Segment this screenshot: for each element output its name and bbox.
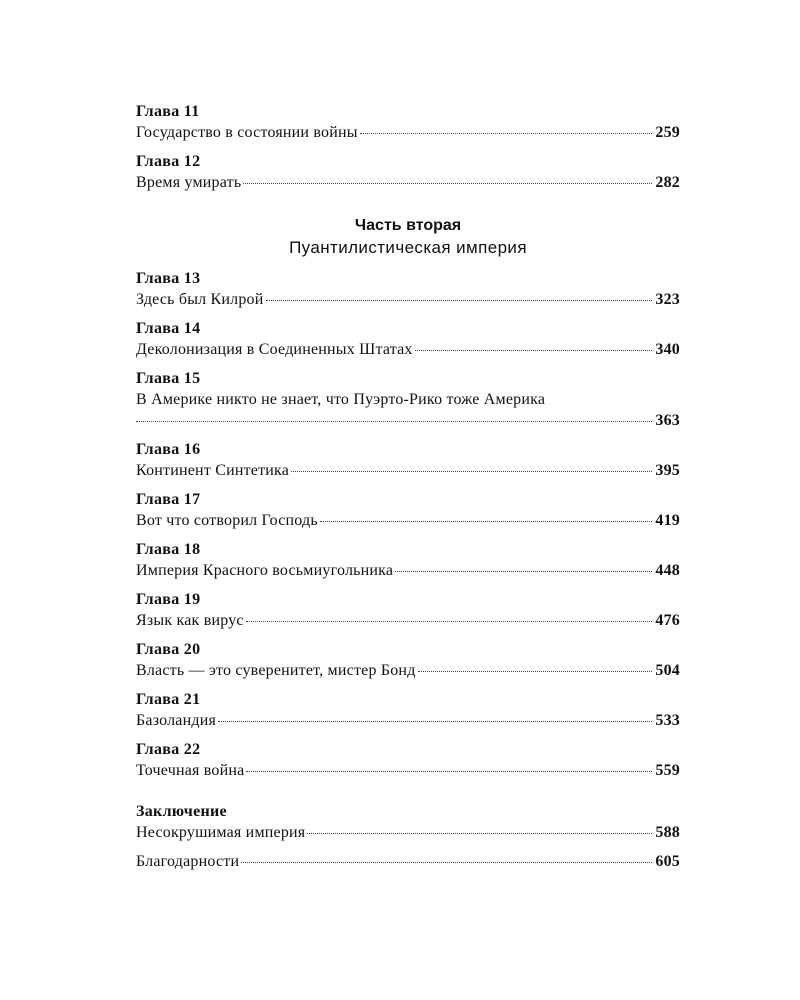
toc-line [136,339,680,360]
chapter-title: Власть — это суверенитет, мистер Бонд [136,662,416,679]
chapter-label: Глава 12 [136,153,201,170]
chapter-title: Базоландия [136,712,217,729]
toc-entry-ch17 [136,489,680,531]
toc-entry-ch15 [136,368,680,431]
chapter-label: Глава 13 [136,270,201,287]
chapter-title: Империя Красного восьмиугольника [136,562,394,579]
page-number: 504 [655,662,680,679]
toc-entry-ch22 [136,739,680,781]
toc-entry-ch11 [136,101,680,143]
page-number: 363 [655,412,680,429]
dot-leader [218,720,652,722]
dot-leader [243,182,652,184]
toc-line [136,822,680,843]
chapter-title: Государство в состоянии войны [136,124,358,141]
page-number: 282 [655,174,680,191]
toc-line [136,851,680,872]
acknowledgements-title: Благодарности [136,853,240,870]
chapter-label: Глава 16 [136,441,201,458]
dot-leader [418,670,653,672]
chapter-title: Деколонизация в Соединенных Штатах [136,341,413,358]
toc-line [136,122,680,143]
toc-line [136,510,680,531]
part-subtitle: Пуантилистическая империя [289,238,527,257]
toc-line [136,760,680,781]
chapter-label: Глава 11 [136,103,200,120]
toc-entry-ch20 [136,639,680,681]
toc-entry-ch19 [136,589,680,631]
chapter-title: Континент Синтетика [136,462,290,479]
page-number: 476 [655,612,680,629]
page-number: 533 [655,712,680,729]
dot-leader [291,470,652,472]
toc-entry-ch13 [136,268,680,310]
part-heading: Часть вторая [354,217,462,234]
chapter-title: В Америке никто не знает, что Пуэрто-Рико тоже Америка [136,391,546,408]
toc-entry-ch12 [136,151,680,193]
page-number: 448 [655,562,680,579]
toc-line [136,560,680,581]
dot-leader [415,349,653,351]
chapter-label: Глава 19 [136,591,201,608]
chapter-label: Глава 22 [136,741,201,758]
page-number: 559 [655,762,680,779]
toc-line [136,172,680,193]
toc-entry-ch16 [136,439,680,481]
toc-entry-ch14 [136,318,680,360]
toc-entry-acknowledgements [136,851,680,872]
dot-leader [307,832,652,834]
toc-line [136,410,680,431]
conclusion-label: Заключение [136,803,227,820]
page-number: 340 [655,341,680,358]
toc-line [136,289,680,310]
chapter-title: Время умирать [136,174,242,191]
dot-leader [360,132,653,134]
toc-entry-ch21 [136,689,680,731]
chapter-label: Глава 18 [136,541,201,558]
page-number: 419 [655,512,680,529]
table-of-contents [136,101,680,872]
chapter-title: Здесь был Килрой [136,291,264,308]
toc-line [136,610,680,631]
dot-leader [246,770,652,772]
page-number: 323 [655,291,680,308]
page-number: 395 [655,462,680,479]
part-two-heading-block [136,215,680,260]
chapter-label: Глава 20 [136,641,201,658]
toc-entry-conclusion [136,801,680,843]
chapter-title: Вот что сотворил Господь [136,512,318,529]
toc-line [136,460,680,481]
page-number: 605 [655,853,680,870]
dot-leader [246,620,653,622]
page-number: 259 [655,124,680,141]
dot-leader [136,420,652,422]
chapter-label: Глава 17 [136,491,201,508]
dot-leader [320,520,653,522]
chapter-label: Глава 14 [136,320,201,337]
toc-line [136,660,680,681]
chapter-title: Точечная война [136,762,245,779]
chapter-title: Язык как вирус [136,612,244,629]
toc-entry-ch18 [136,539,680,581]
dot-leader [266,299,653,301]
conclusion-title: Несокрушимая империя [136,824,306,841]
page-number: 588 [655,824,680,841]
dot-leader [395,570,652,572]
chapter-label: Глава 15 [136,370,201,387]
toc-line [136,710,680,731]
chapter-label: Глава 21 [136,691,201,708]
dot-leader [241,861,652,863]
